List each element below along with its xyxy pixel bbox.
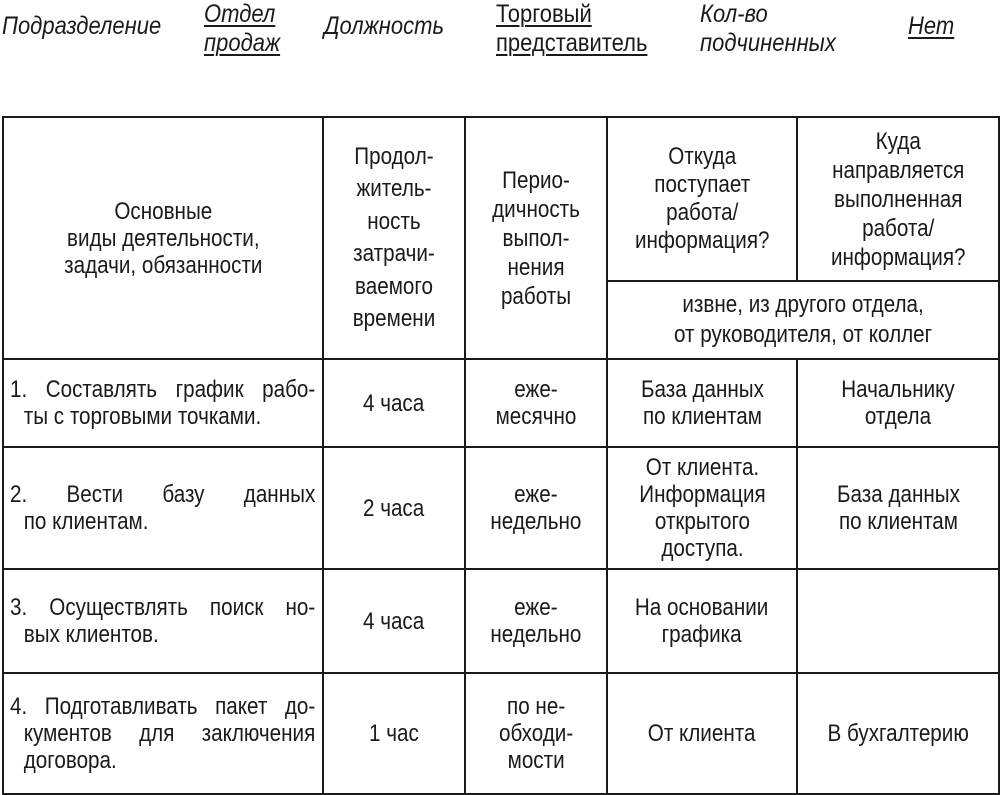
table-header-row	[3, 117, 999, 281]
task-cell: 4. Подготавливать пакет до- кументов для заключения договора.	[3, 673, 323, 794]
header-source: Откуда поступает работа/ информация?	[607, 117, 797, 281]
job-duties-table	[2, 116, 1000, 795]
table-row	[3, 447, 999, 569]
source-cell: От клиента	[607, 673, 797, 794]
duration-cell: 4 часа	[323, 359, 465, 447]
table-row	[3, 569, 999, 673]
task-cell: 3. Осуществлять поиск но- вых клиентов.	[3, 569, 323, 673]
destination-cell: Начальнику отдела	[797, 359, 999, 447]
destination-cell	[797, 569, 999, 673]
source-cell: На основании графика	[607, 569, 797, 673]
header-periodicity: Перио- дичность выпол- нения работы	[465, 117, 607, 359]
header-duration: Продол- житель- ность затрачи- ваемого времени	[323, 117, 465, 359]
duration-cell: 2 часа	[323, 447, 465, 569]
destination-cell: В бухгалтерию	[797, 673, 999, 794]
periodicity-cell: еже- недельно	[465, 569, 607, 673]
destination-cell: База данных по клиентам	[797, 447, 999, 569]
task-cell: 1. Составлять график рабо- ты с торговыми точками.	[3, 359, 323, 447]
table-row	[3, 359, 999, 447]
form-header	[0, 0, 1000, 70]
periodicity-cell: по не- обходи- мости	[465, 673, 607, 794]
subordinates-label-line2: подчиненных	[700, 29, 836, 57]
division-value-line1: Отдел	[204, 0, 276, 28]
duration-cell: 4 часа	[323, 569, 465, 673]
header-activities: Основные виды деятельности, задачи, обязанности	[3, 117, 323, 359]
duration-cell: 1 час	[323, 673, 465, 794]
position-value-line2: представитель	[496, 29, 648, 57]
division-label: Подразделение	[2, 12, 162, 40]
periodicity-cell: еже- недельно	[465, 447, 607, 569]
periodicity-cell: еже- месячно	[465, 359, 607, 447]
position-value-line1: Торговый	[496, 0, 592, 28]
source-cell: От клиента. Информация открытого доступа.	[607, 447, 797, 569]
task-cell: 2. Вести базу данных по клиентам.	[3, 447, 323, 569]
position-label: Должность	[324, 12, 445, 40]
header-destination: Куда направляется выполненная работа/ информация?	[797, 117, 999, 281]
subordinates-value: Нет	[908, 12, 955, 40]
source-cell: База данных по клиентам	[607, 359, 797, 447]
division-value-line2: продаж	[204, 29, 281, 57]
subordinates-label-line1: Кол-во	[700, 0, 768, 28]
table-row	[3, 673, 999, 794]
header-source-dest-note: извне, из другого отдела, от руководителя, от коллег	[607, 281, 999, 359]
